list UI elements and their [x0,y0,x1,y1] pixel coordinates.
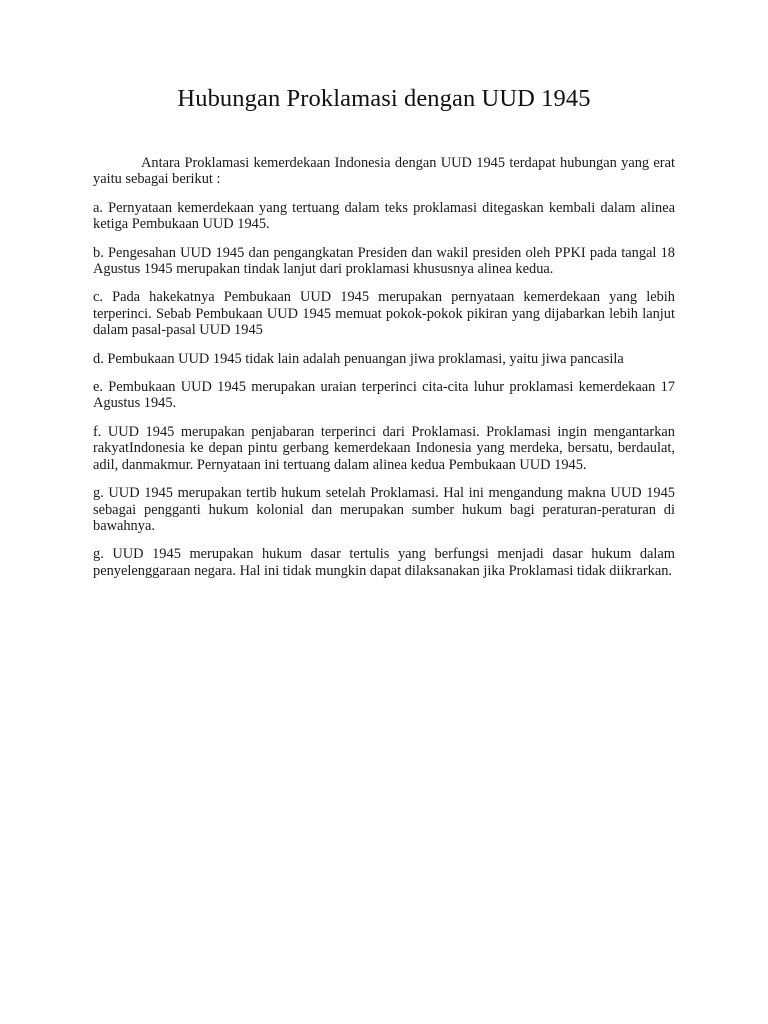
point-f-paragraph: f. UUD 1945 merupakan penjabaran terperinci dari Proklamasi. Proklamasi ingin mengantarkan rakyatIndonesia ke depan pintu gerbang kemerdekaan Indonesia yang merdeka, bersatu, berdaulat, adil, danmakmur. Pernyataan ini tertuang dalam alinea kedua Pembukaan UUD 1945. [93,423,675,473]
point-c-paragraph: c. Pada hakekatnya Pembukaan UUD 1945 merupakan pernyataan kemerdekaan yang lebih terperinci. Sebab Pembukaan UUD 1945 memuat pokok-pokok pikiran yang dijabarkan lebih lanjut dalam pasal-pasal UUD 1945 [93,289,675,339]
intro-paragraph: Antara Proklamasi kemerdekaan Indonesia dengan UUD 1945 terdapat hubungan yang erat yaitu sebagai berikut : [93,155,675,188]
point-a-paragraph: a. Pernyataan kemerdekaan yang tertuang dalam teks proklamasi ditegaskan kembali dalam alinea ketiga Pembukaan UUD 1945. [93,199,675,233]
point-g2-paragraph: g. UUD 1945 merupakan hukum dasar tertulis yang berfungsi menjadi dasar hukum dalam penyelenggaraan negara. Hal ini tidak mungkin dapat dilaksanakan jika Proklamasi tidak diikrarkan. [93,546,675,579]
point-b-paragraph: b. Pengesahan UUD 1945 dan pengangkatan Presiden dan wakil presiden oleh PPKI pada tangal 18 Agustus 1945 merupakan tindak lanjut dari proklamasi khususnya alinea kedua. [93,244,675,278]
point-e-paragraph: e. Pembukaan UUD 1945 merupakan uraian terperinci cita-cita luhur proklamasi kemerdekaan 17 Agustus 1945. [93,379,675,412]
point-d-paragraph: d. Pembukaan UUD 1945 tidak lain adalah penuangan jiwa proklamasi, yaitu jiwa pancasila [93,350,624,367]
point-g1-paragraph: g. UUD 1945 merupakan tertib hukum setelah Proklamasi. Hal ini mengandung makna UUD 1945 sebagai pengganti hukum kolonial dan merupakan sumber hukum bagi peraturan-peraturan di bawahnya. [93,485,675,534]
document-title: Hubungan Proklamasi dengan UUD 1945 [177,85,591,112]
